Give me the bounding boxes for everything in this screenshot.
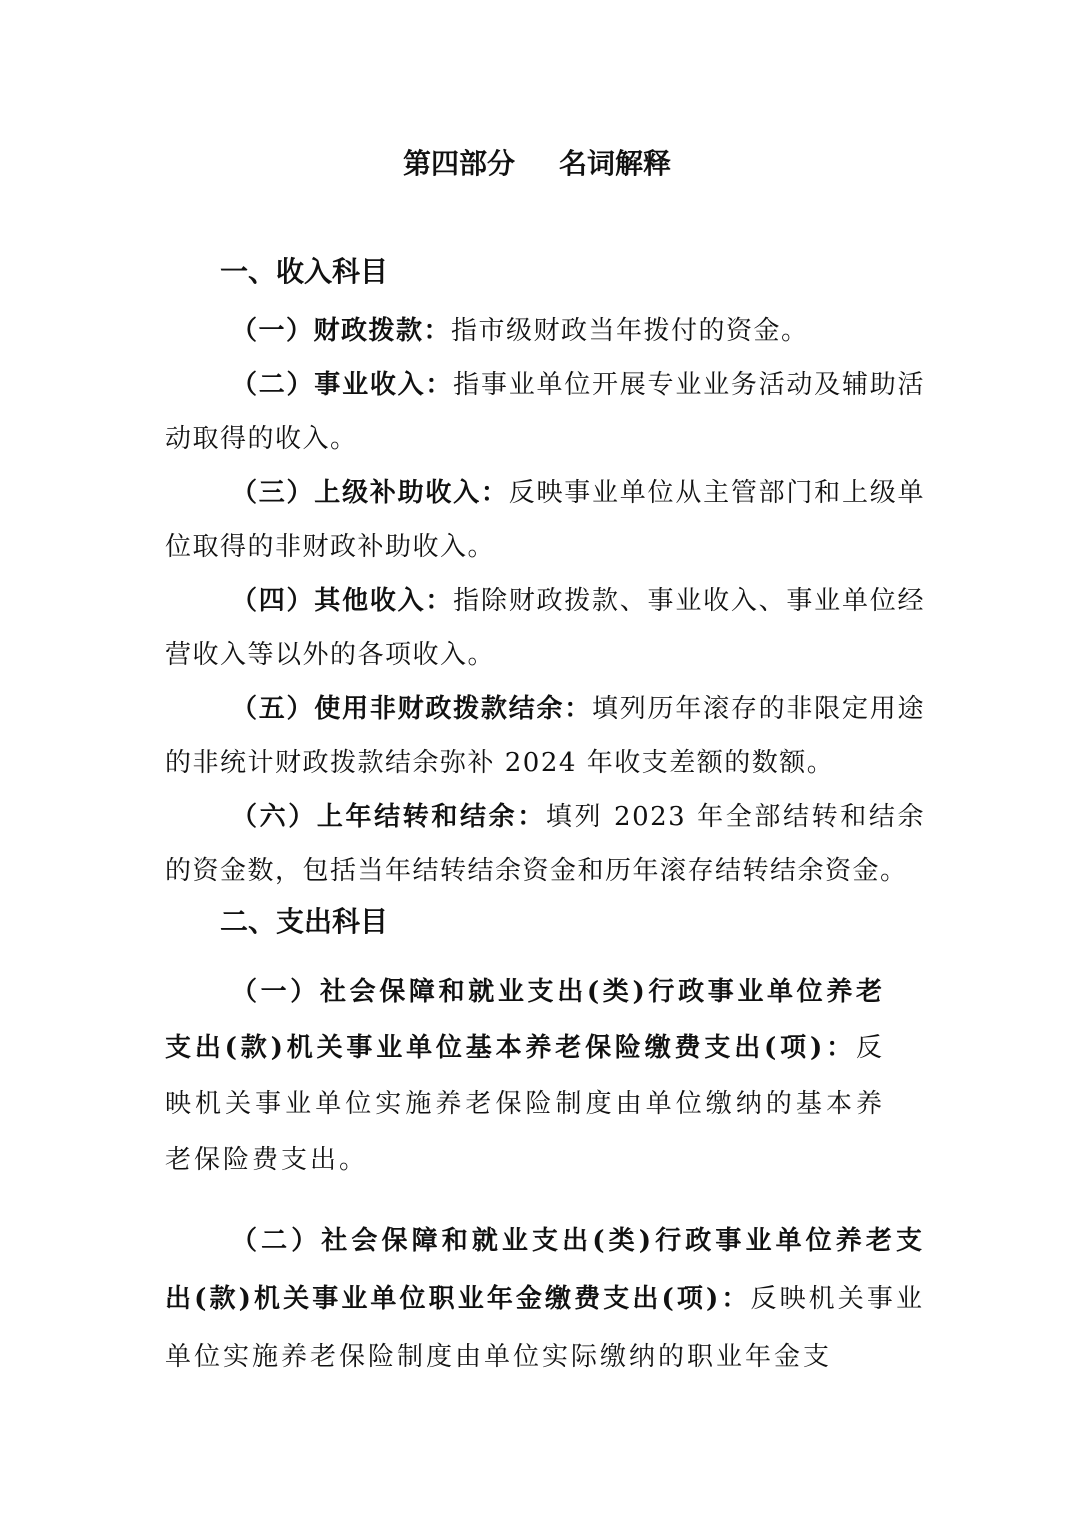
term-definition: 指除财政拨款、事业收入、事业单位经营收入等以外的各项收入。 [165,586,925,670]
term-label: （四）其他收入： [231,586,454,616]
section-heading-income: 一、收入科目 [220,255,389,288]
term-definition: 反映机关事业单位实施养老保险制度由单位缴纳的基本养老保险费支出。 [165,1033,885,1175]
title-name: 名词解释 [559,147,672,180]
term-definition: 指市级财政当年拨付的资金。 [451,316,809,346]
term-label: （二）社会保障和就业支出(类)行政事业单位养老支出(款)机关事业单位职业年金缴费支出(项)： [165,1226,925,1314]
term-definition: 填列 2023 年全部结转和结余的资金数，包括当年结转结余资金和历年滚存结转结余资金。 [165,802,925,886]
term-label: （一）财政拨款： [231,316,452,346]
term-label: （一）社会保障和就业支出(类)行政事业单位养老支出(款)机关事业单位基本养老保险缴费支出(项)： [165,977,885,1063]
term-definition: 指事业单位开展专业业务活动及辅助活动取得的收入。 [165,370,925,454]
section-heading-expense: 二、支出科目 [220,905,389,938]
term-definition: 反映事业单位从主管部门和上级单位取得的非财政补助收入。 [165,478,925,562]
income-item-3 [165,466,925,574]
income-item-1 [165,304,925,358]
income-item-5 [165,682,925,790]
income-item-2 [165,358,925,466]
term-label: （五）使用非财政拨款结余： [231,694,593,724]
income-item-4 [165,574,925,682]
term-definition: 填列历年滚存的非限定用途的非统计财政拨款结余弥补 2024 年收支差额的数额。 [165,694,925,778]
expense-item-1 [165,964,885,1188]
income-item-6 [165,790,925,898]
term-label: （六）上年结转和结余： [231,802,546,832]
expense-item-2 [165,1212,925,1386]
term-label: （二）事业收入： [231,370,454,400]
term-definition: 反映机关事业单位实施养老保险制度由单位实际缴纳的职业年金支 [165,1284,925,1372]
term-label: （三）上级补助收入： [231,478,509,508]
page-title [0,140,1074,188]
title-part: 第四部分 [402,147,515,180]
